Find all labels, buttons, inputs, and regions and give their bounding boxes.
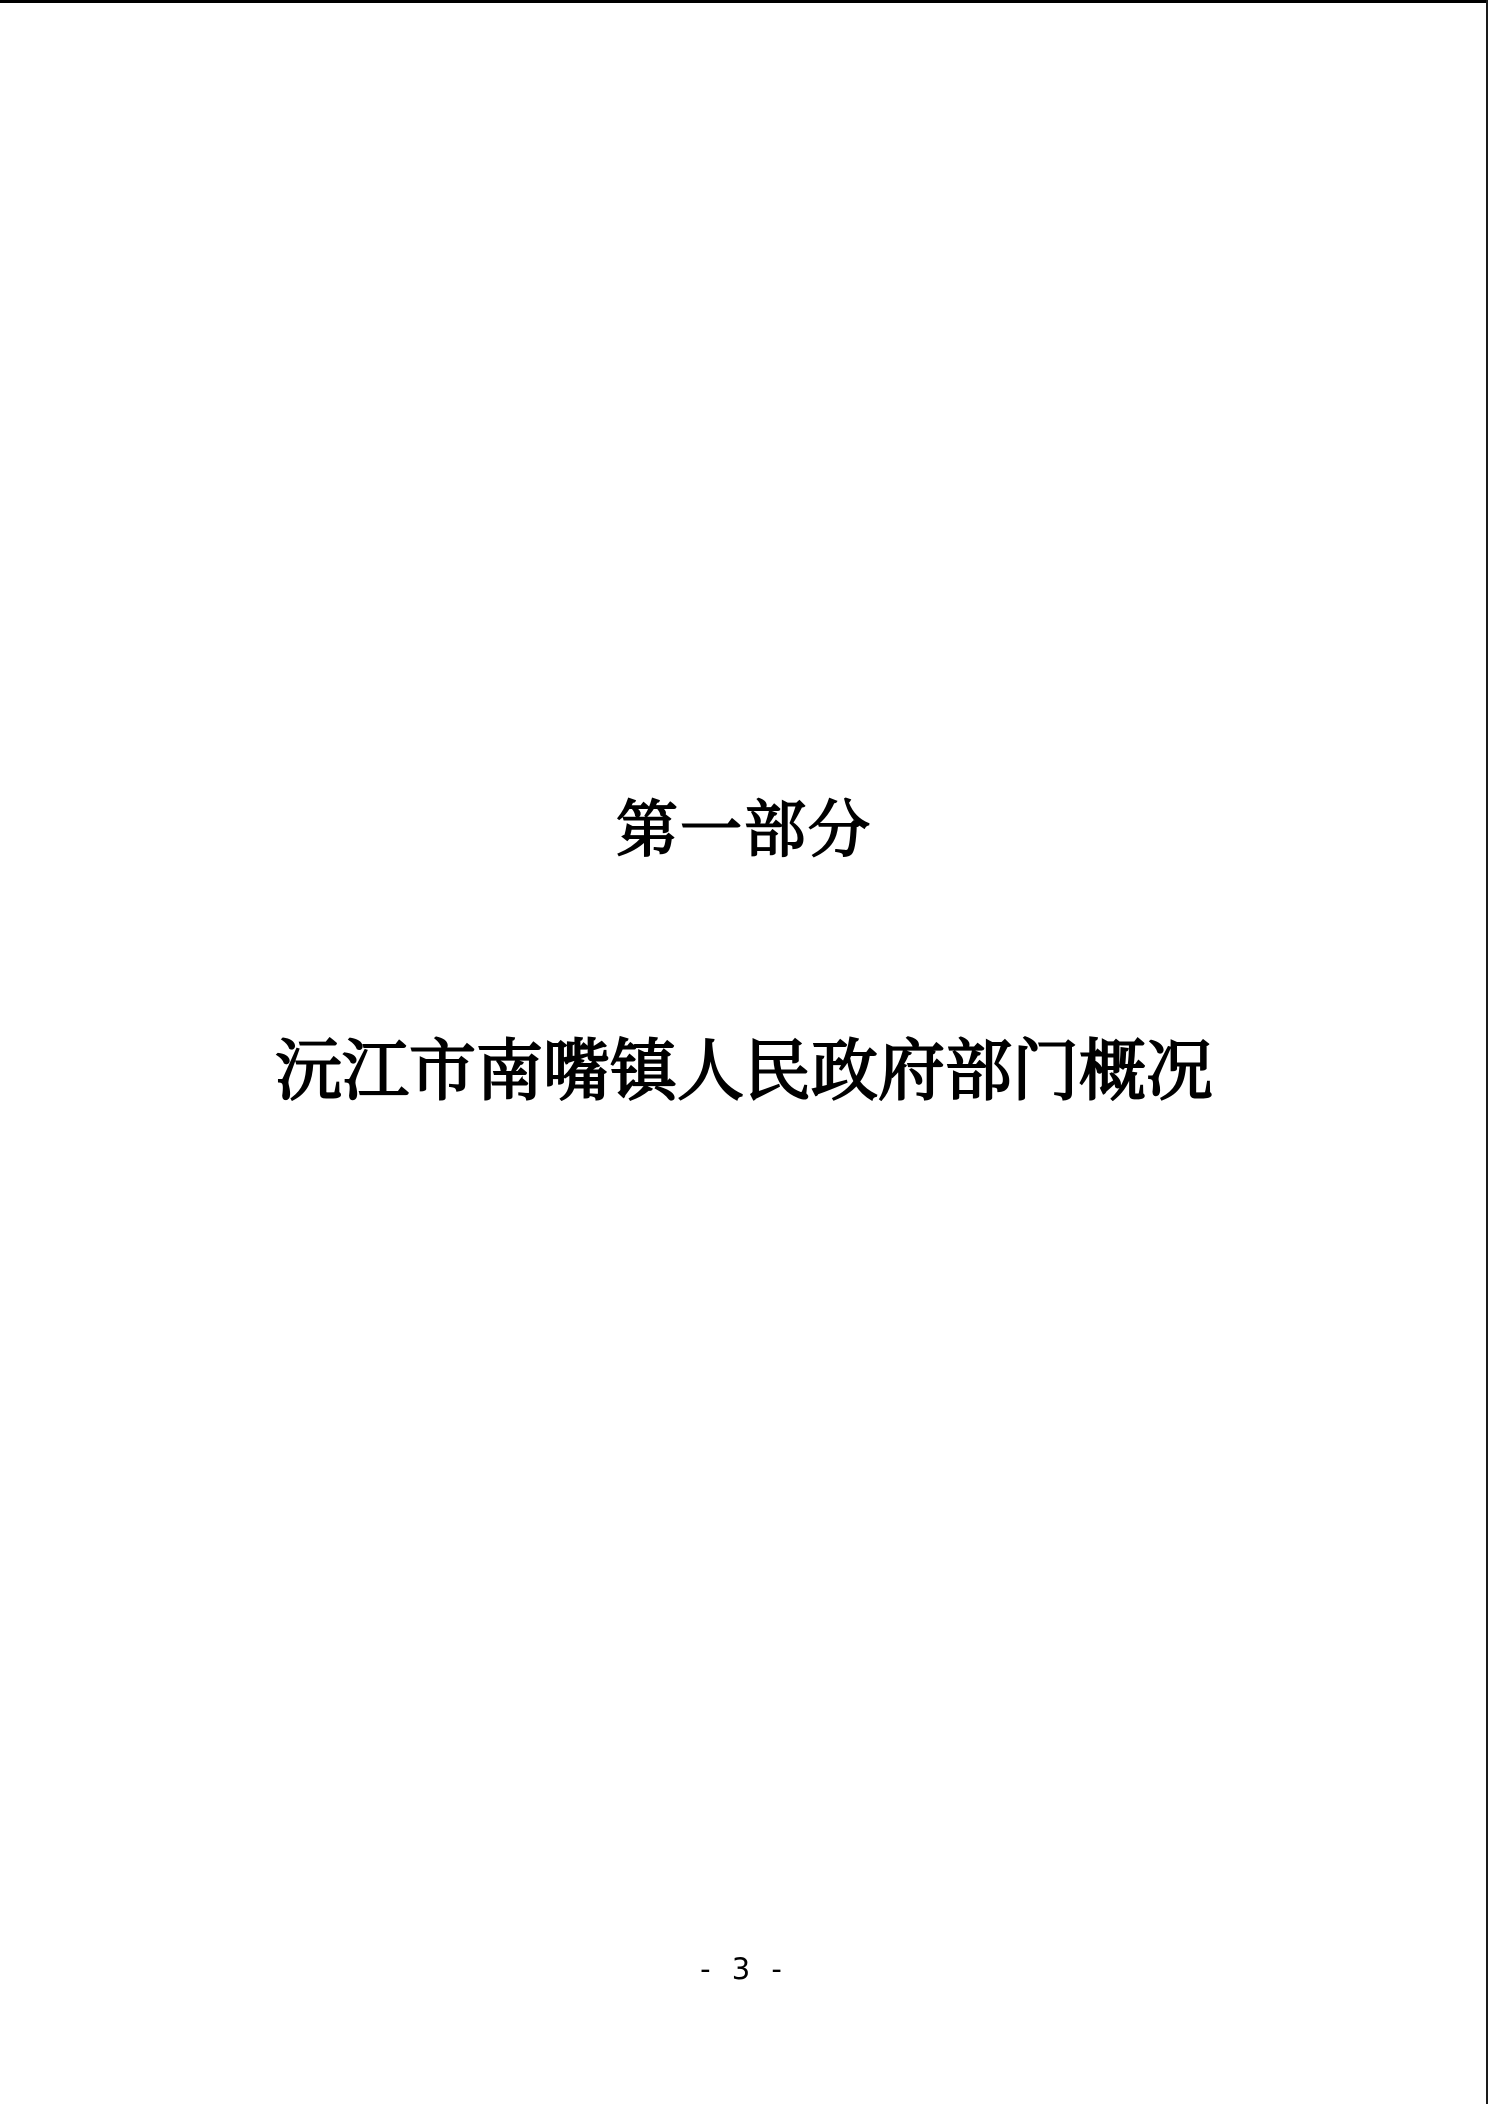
scan-border-top — [0, 0, 1488, 3]
part-heading: 第一部分 — [615, 793, 872, 866]
page-number: - 3 - — [700, 1952, 788, 1986]
document-title: 沅江市南嘴镇人民政府部门概况 — [275, 1031, 1213, 1110]
